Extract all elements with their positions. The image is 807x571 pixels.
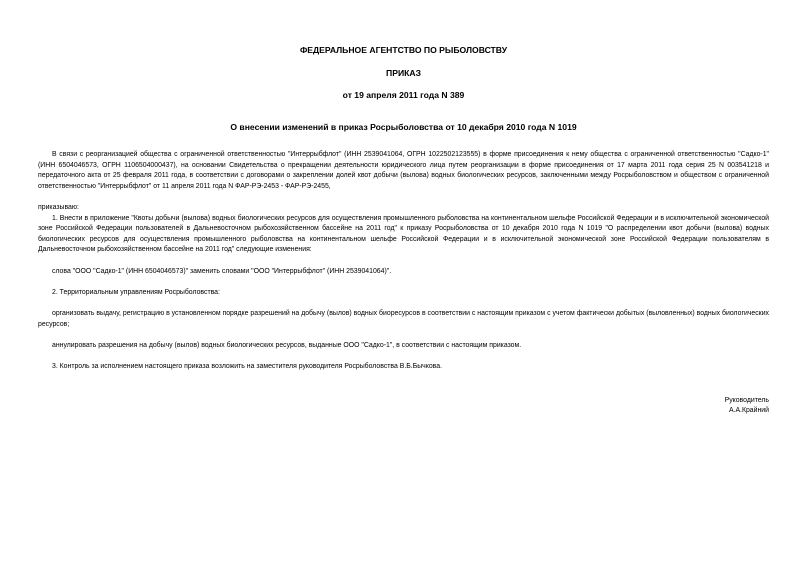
item-1-replacement: слова "ООО "Садко-1" (ИНН 6504046573)" заменить словами "ООО "Интеррыбфлот" (ИНН 2539041064)". xyxy=(52,267,392,275)
item-2-paragraph: 2. Территориальным управлениям Росрыболовства: xyxy=(52,288,220,296)
item-1-paragraph: 1. Внести в приложение "Квоты добычи (вылова) водных биологических ресурсов для осуществления промышленного рыболовства на континентальном шельфе Российской Федерации и в исключительной экономической зоне Российской Федерации пользователей в Дальневосточном рыбохозяйственном бассейне на 2011 год" к приказу Росрыболовства от 10 декабря 2010 года N 1019 "О распределении квот добычи (вылова) водных биологических ресурсов для осуществления промышленного рыболовства на континентальном шельфе Российской Федерации и в исключительной экономической зоне Российской Федерации пользователям в Дальневосточном рыбохозяйственном бассейне на 2011 год" следующие изменения: xyxy=(38,214,769,254)
item-3-paragraph: 3. Контроль за исполнением настоящего приказа возложить на заместителя руководителя Росрыболовства В.Б.Бычкова. xyxy=(52,362,443,370)
document-type: ПРИКАЗ xyxy=(386,68,421,78)
document-title: О внесении изменений в приказ Росрыболовства от 10 декабря 2010 года N 1019 xyxy=(230,122,577,132)
item-2-subitem-issue: организовать выдачу, регистрацию в установленном порядке разрешений на добычу (вылов) водных биоресурсов в соответствии с настоящим приказом с учетом фактически добытых (выловленных) водных биологических ресурсов; xyxy=(38,309,769,328)
preamble-paragraph: В связи с реорганизацией общества с ограниченной ответственностью "Интеррыбфлот" (ИНН 2539041064, ОГРН 1022502123555) в форме присоединения к нему общества с ограниченной ответственностью "Садко-1" (ИНН 6504046573, ОГРН 1106504000437), на основании Свидетельства о прекращении деятельности юридического лица путем реорганизации в форме присоединения от 17 марта 2011 года серия 25 N 003541218 и передаточного акта от 25 февраля 2011 года, в соответствии с договорами о закреплении долей квот добычи (вылова) водных биологических ресурсов, заключенными между Росрыболовством и обществом с ограниченной ответственностью "Интеррыбфлот" от 11 апреля 2011 года N ФАР-РЭ-2453 - ФАР-РЭ-2455, xyxy=(38,151,769,190)
item-2-subitem-annul: аннулировать разрешения на добычу (вылов) водных биологических ресурсов, выданные ООО "Садко-1", в соответствии с настоящим приказом. xyxy=(52,341,522,349)
signatory-name: А.А.Крайний xyxy=(728,407,769,415)
document-date-number: от 19 апреля 2011 года N 389 xyxy=(342,90,465,100)
signatory-position: Руководитель xyxy=(724,397,769,404)
document-page xyxy=(38,0,769,571)
signature-block xyxy=(725,396,769,417)
document-body xyxy=(38,150,769,383)
agency-name: ФЕДЕРАЛЬНОЕ АГЕНТСТВО ПО РЫБОЛОВСТВУ xyxy=(299,45,508,55)
order-word: приказываю: xyxy=(38,203,79,211)
